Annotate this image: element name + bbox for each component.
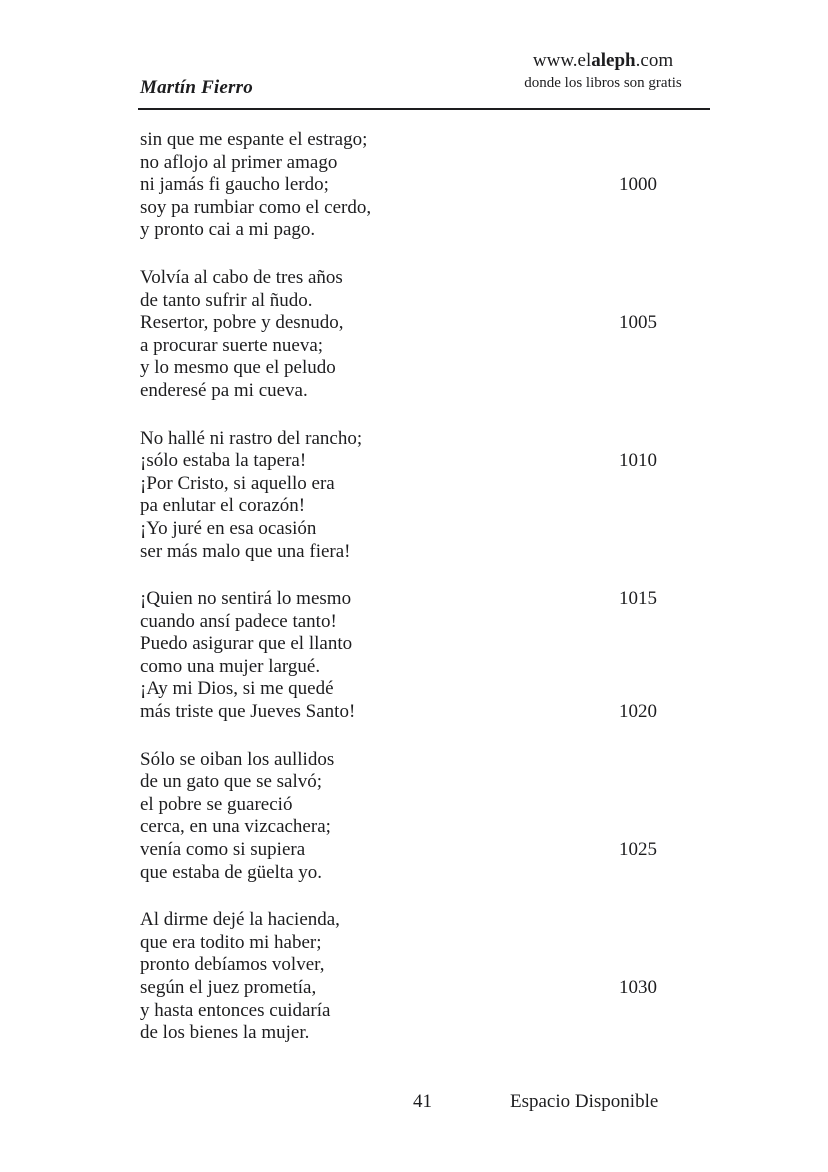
poem-line-text: venía como si supiera — [140, 839, 306, 861]
poem-line — [140, 977, 657, 1000]
poem-line-text: más triste que Jueves Santo! — [140, 701, 356, 723]
poem-line — [140, 219, 657, 242]
poem-line — [140, 290, 657, 313]
poem-line — [140, 473, 657, 496]
poem-line-text: de un gato que se salvó; — [140, 771, 323, 793]
poem-line-text: que era todito mi haber; — [140, 931, 322, 953]
poem-line — [140, 954, 657, 977]
poem-line — [140, 839, 657, 862]
poem-line-text: de tanto sufrir al ñudo. — [140, 289, 313, 311]
stanza — [140, 267, 657, 403]
poem-line-text: sin que me espante el estrago; — [140, 129, 368, 150]
stanza — [140, 428, 657, 564]
poem-line — [140, 932, 657, 955]
poem-line-text: Sólo se oiban los aullidos — [140, 748, 335, 770]
site-url — [493, 50, 713, 72]
poem-line — [140, 518, 657, 541]
poem-line-text: y lo mesmo que el peludo — [140, 357, 336, 379]
poem-line — [140, 862, 657, 885]
poem-line — [140, 450, 657, 473]
poem-line-text: cerca, en una vizcachera; — [140, 816, 331, 838]
page-number: 41 — [413, 1091, 432, 1112]
poem-line-text: ¡sólo estaba la tapera! — [140, 450, 307, 472]
poem-line — [140, 1000, 657, 1023]
site-url-brand: aleph — [591, 50, 636, 71]
poem-line-text: que estaba de güelta yo. — [140, 861, 323, 883]
poem — [140, 129, 657, 1070]
line-number: 1010 — [619, 450, 657, 472]
poem-line-text: y pronto cai a mi pago. — [140, 219, 316, 241]
poem-line — [140, 335, 657, 358]
site-tagline: donde los libros son gratis — [524, 74, 682, 91]
line-number: 1005 — [619, 312, 657, 334]
header-rule — [138, 108, 710, 110]
poem-line — [140, 611, 657, 634]
stanza — [140, 588, 657, 724]
stanza — [140, 129, 657, 242]
poem-line — [140, 152, 657, 175]
poem-line-text: ¡Por Cristo, si aquello era — [140, 472, 335, 494]
poem-line-text: Volvía al cabo de tres años — [140, 266, 343, 288]
site-header — [493, 50, 713, 92]
site-url-prefix: www.el — [532, 50, 592, 71]
poem-line-text: ¡Ay mi Dios, si me quedé — [140, 678, 334, 700]
poem-line — [140, 656, 657, 679]
poem-line — [140, 633, 657, 656]
poem-line — [140, 428, 657, 451]
line-number: 1000 — [619, 174, 657, 196]
poem-line-text: cuando ansí padece tanto! — [140, 610, 337, 632]
poem-line — [140, 678, 657, 701]
poem-line-text: soy pa rumbiar como el cerdo, — [140, 196, 372, 218]
line-number: 1030 — [619, 977, 657, 998]
poem-line — [140, 541, 657, 564]
poem-line — [140, 312, 657, 335]
poem-line-text: Resertor, pobre y desnudo, — [140, 312, 344, 334]
poem-line-text: ni jamás fi gaucho lerdo; — [140, 174, 329, 196]
poem-line — [140, 749, 657, 772]
poem-line-text: no aflojo al primer amago — [140, 151, 338, 173]
poem-line-text: pronto debíamos volver, — [140, 954, 325, 976]
poem-line — [140, 1022, 657, 1045]
site-url-suffix: .com — [635, 50, 674, 71]
line-number: 1015 — [619, 588, 657, 610]
poem-line — [140, 129, 657, 152]
line-number: 1020 — [619, 701, 657, 723]
poem-line-text: según el juez prometía, — [140, 977, 317, 998]
poem-line-text: No hallé ni rastro del rancho; — [140, 427, 363, 449]
poem-line-text: como una mujer largué. — [140, 655, 321, 677]
poem-line — [140, 357, 657, 380]
poem-line — [140, 197, 657, 220]
poem-line-text: el pobre se guareció — [140, 793, 293, 815]
poem-line — [140, 380, 657, 403]
line-number: 1025 — [619, 839, 657, 861]
poem-line — [140, 495, 657, 518]
poem-line-text: Puedo asigurar que el llanto — [140, 633, 353, 655]
poem-line — [140, 771, 657, 794]
poem-line — [140, 701, 657, 724]
poem-line — [140, 267, 657, 290]
poem-line-text: de los bienes la mujer. — [140, 1022, 310, 1044]
poem-line-text: pa enlutar el corazón! — [140, 495, 306, 517]
poem-line — [140, 816, 657, 839]
poem-line-text: y hasta entonces cuidaría — [140, 999, 331, 1021]
poem-line-text: a procurar suerte nueva; — [140, 334, 324, 356]
poem-line — [140, 588, 657, 611]
poem-line-text: enderesé pa mi cueva. — [140, 379, 308, 401]
poem-line-text: ¡Yo juré en esa ocasión — [140, 517, 317, 539]
poem-line-text: ser más malo que una fiera! — [140, 540, 351, 562]
poem-line — [140, 174, 657, 197]
poem-line-text: ¡Quien no sentirá lo mesmo — [140, 588, 352, 610]
poem-line — [140, 794, 657, 817]
poem-line-text: Al dirme dejé la hacienda, — [140, 909, 340, 931]
stanza — [140, 909, 657, 1045]
book-title: Martín Fierro — [140, 77, 253, 98]
poem-line — [140, 909, 657, 932]
stanza — [140, 749, 657, 885]
watermark-label: Espacio Disponible — [510, 1091, 659, 1112]
